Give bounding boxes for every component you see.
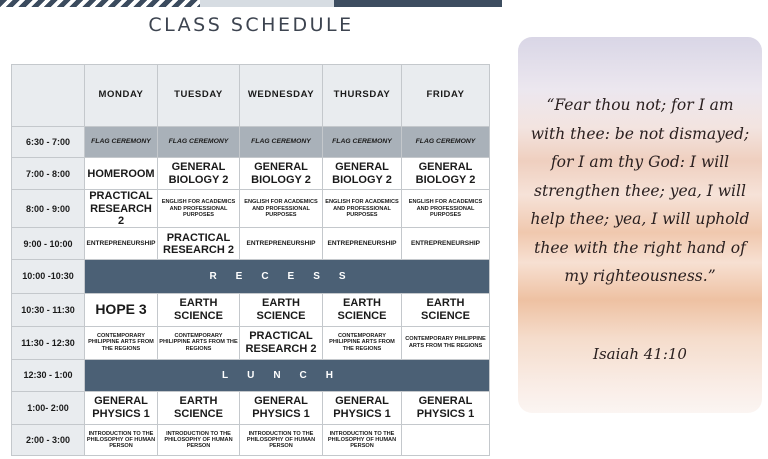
- class-cell: ENTREPRENEURSHIP: [402, 228, 490, 260]
- bible-quote: “Fear thou not; for I am with thee: be not dismayed; for I am thy God: I will strengthen thee; yea, I will help thee; yea, I will uphold thee with the right hand of my righteousness.”: [530, 96, 750, 285]
- class-cell: ENGLISH FOR ACADEMICS AND PROFESSIONAL PURPOSES: [158, 190, 240, 228]
- class-cell: GENERAL BIOLOGY 2: [240, 158, 323, 190]
- schedule-row: [12, 359, 490, 391]
- class-cell: INTRODUCTION TO THE PHILOSOPHY OF HUMAN PERSON: [158, 424, 240, 455]
- time-slot: 6:30 - 7:00: [12, 127, 85, 158]
- recess-band: RECESS: [85, 260, 490, 293]
- schedule-body: [12, 65, 490, 456]
- class-cell: FLAG CEREMONY: [240, 127, 323, 158]
- header-row: [12, 65, 490, 127]
- class-cell: PRACTICAL RESEARCH 2: [85, 190, 158, 228]
- schedule-table: [11, 64, 490, 456]
- class-cell: EARTH SCIENCE: [158, 391, 240, 424]
- corner-cell: [12, 65, 85, 127]
- class-cell: FLAG CEREMONY: [85, 127, 158, 158]
- class-cell: GENERAL BIOLOGY 2: [158, 158, 240, 190]
- schedule-row: [12, 326, 490, 359]
- class-cell: FLAG CEREMONY: [323, 127, 402, 158]
- day-header: MONDAY: [85, 65, 158, 127]
- time-slot: 9:00 - 10:00: [12, 228, 85, 260]
- time-slot: 7:00 - 8:00: [12, 158, 85, 190]
- top-stripes: [0, 0, 200, 7]
- class-cell: ENTREPRENEURSHIP: [240, 228, 323, 260]
- class-cell: HOPE 3: [85, 293, 158, 326]
- schedule-row: [12, 293, 490, 326]
- class-cell: GENERAL BIOLOGY 2: [323, 158, 402, 190]
- schedule-row: [12, 391, 490, 424]
- class-cell: FLAG CEREMONY: [402, 127, 490, 158]
- class-cell: ENTREPRENEURSHIP: [85, 228, 158, 260]
- class-cell: GENERAL PHYSICS 1: [240, 391, 323, 424]
- schedule-row: [12, 424, 490, 455]
- class-cell: PRACTICAL RESEARCH 2: [240, 326, 323, 359]
- top-dark-segment: [334, 0, 502, 7]
- time-slot: 12:30 - 1:00: [12, 359, 85, 391]
- schedule-row: [12, 190, 490, 228]
- time-slot: 11:30 - 12:30: [12, 326, 85, 359]
- class-cell: FLAG CEREMONY: [158, 127, 240, 158]
- schedule-row: [12, 228, 490, 260]
- top-decor-bar: [0, 0, 502, 7]
- time-slot: 10:30 - 11:30: [12, 293, 85, 326]
- class-cell: [402, 424, 490, 455]
- class-cell: CONTEMPORARY PHILIPPINE ARTS FROM THE REGIONS: [158, 326, 240, 359]
- class-cell: GENERAL PHYSICS 1: [85, 391, 158, 424]
- day-header: THURSDAY: [323, 65, 402, 127]
- class-cell: CONTEMPORARY PHILIPPINE ARTS FROM THE REGIONS: [402, 326, 490, 359]
- class-cell: ENGLISH FOR ACADEMICS AND PROFESSIONAL PURPOSES: [323, 190, 402, 228]
- class-cell: PRACTICAL RESEARCH 2: [158, 228, 240, 260]
- schedule-row: [12, 158, 490, 190]
- class-cell: ENTREPRENEURSHIP: [323, 228, 402, 260]
- time-slot: 10:00 -10:30: [12, 260, 85, 293]
- schedule-row: [12, 127, 490, 158]
- schedule-row: [12, 260, 490, 293]
- class-cell: INTRODUCTION TO THE PHILOSOPHY OF HUMAN PERSON: [240, 424, 323, 455]
- class-cell: ENGLISH FOR ACADEMICS AND PROFESSIONAL PURPOSES: [240, 190, 323, 228]
- top-light-segment: [200, 0, 334, 7]
- day-header: TUESDAY: [158, 65, 240, 127]
- schedule-title: CLASS SCHEDULE: [148, 14, 354, 36]
- class-cell: CONTEMPORARY PHILIPPINE ARTS FROM THE REGIONS: [323, 326, 402, 359]
- class-cell: EARTH SCIENCE: [402, 293, 490, 326]
- class-cell: EARTH SCIENCE: [240, 293, 323, 326]
- class-cell: CONTEMPORARY PHILIPPINE ARTS FROM THE REGIONS: [85, 326, 158, 359]
- class-cell: INTRODUCTION TO THE PHILOSOPHY OF HUMAN PERSON: [85, 424, 158, 455]
- time-slot: 1:00- 2:00: [12, 391, 85, 424]
- class-cell: HOMEROOM: [85, 158, 158, 190]
- time-slot: 8:00 - 9:00: [12, 190, 85, 228]
- lunch-band: LUNCH: [85, 359, 490, 391]
- quote-card: [518, 37, 762, 413]
- class-cell: GENERAL PHYSICS 1: [323, 391, 402, 424]
- day-header: FRIDAY: [402, 65, 490, 127]
- day-header: WEDNESDAY: [240, 65, 323, 127]
- class-cell: EARTH SCIENCE: [323, 293, 402, 326]
- class-cell: INTRODUCTION TO THE PHILOSOPHY OF HUMAN PERSON: [323, 424, 402, 455]
- time-slot: 2:00 - 3:00: [12, 424, 85, 455]
- class-cell: ENGLISH FOR ACADEMICS AND PROFESSIONAL PURPOSES: [402, 190, 490, 228]
- class-cell: GENERAL BIOLOGY 2: [402, 158, 490, 190]
- quote-citation: Isaiah 41:10: [593, 345, 687, 363]
- class-cell: GENERAL PHYSICS 1: [402, 391, 490, 424]
- class-cell: EARTH SCIENCE: [158, 293, 240, 326]
